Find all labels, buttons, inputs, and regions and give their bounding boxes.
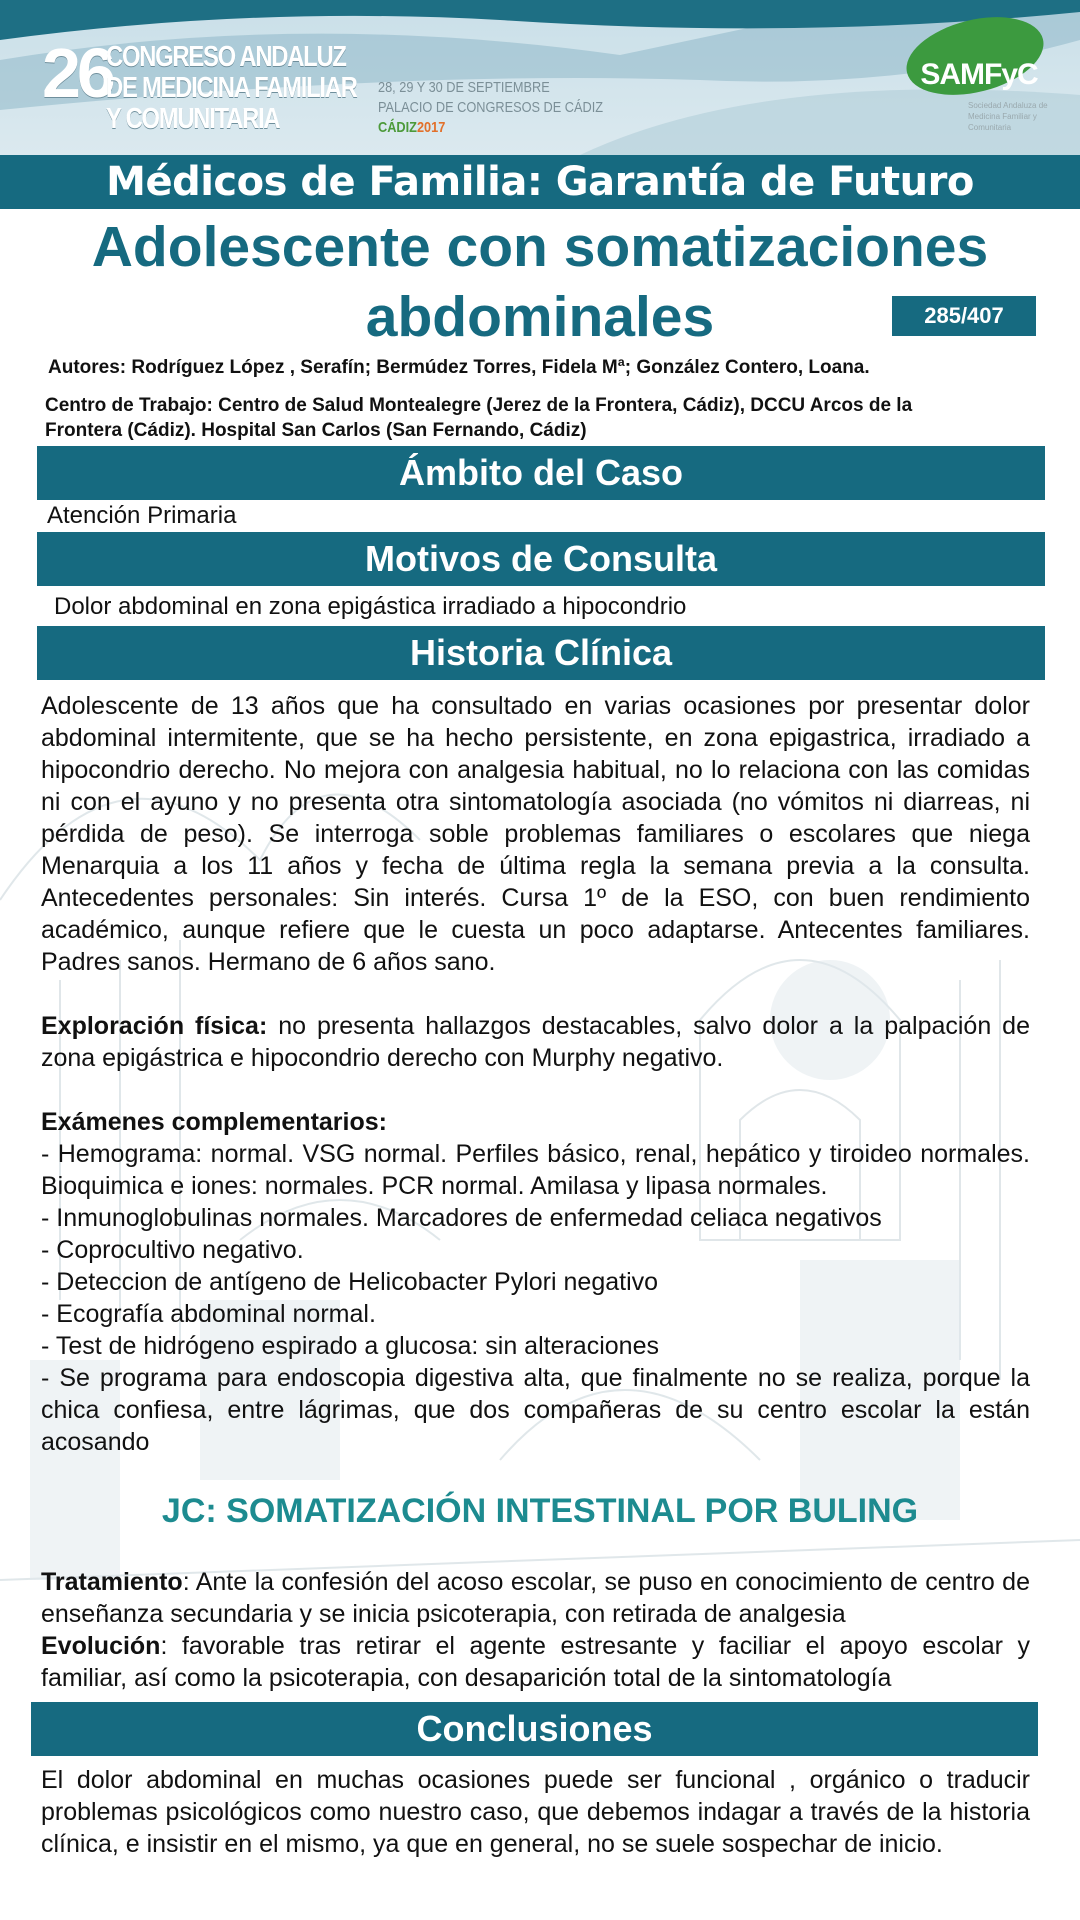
evolucion-paragraph [41, 1630, 1030, 1694]
congress-header [0, 0, 1080, 155]
poster-title-line: Adolescente con somatizaciones [91, 215, 989, 279]
congress-name [106, 42, 366, 135]
congress-name-line: CONGRESO ANDALUZ [106, 41, 346, 73]
clinical-judgement: JC: SOMATIZACIÓN INTESTINAL POR BULING [161, 1492, 919, 1530]
congress-dates: 28, 29 Y 30 DE SEPTIEMBRE [378, 79, 550, 96]
section-heading: Motivos de Consulta [364, 538, 718, 579]
exploracion-text: no presenta hallazgos destacables, salvo dolor a la palpación de zona epigástrica e hipocondrio derecho con Murphy negativo. [41, 1012, 1030, 1072]
authors: Autores: Rodríguez López , Serafín; Bermúdez Torres, Fidela Mª; González Contero, Loana. [48, 357, 870, 378]
congress-number: 26 [42, 34, 112, 112]
evolucion-label: Evolución [41, 1632, 161, 1660]
section-header-conclusiones [31, 1702, 1038, 1756]
tratamiento-label: Tratamiento [41, 1568, 183, 1596]
exploracion-paragraph [41, 1010, 1030, 1074]
section-heading: Ámbito del Caso [398, 452, 684, 493]
section-header-ambito [37, 446, 1045, 500]
congress-name-line: Y COMUNITARIA [106, 103, 280, 135]
tratamiento-text: : Ante la confesión del acoso escolar, se puso en conocimiento de centro de enseñanza secundaria y se inicia psicoterapia, con retirada de analgesia [41, 1568, 1030, 1628]
poster-id-badge: 285/407 [892, 296, 1036, 336]
congress-city-year [378, 118, 603, 138]
workplace [45, 393, 1045, 443]
evolucion-text: : favorable tras retirar el agente estresante y faciliar el apoyo escolar y familiar, así como la psicoterapia, con desaparición total de la sintomatología [41, 1632, 1030, 1692]
section-heading: Conclusiones [416, 1708, 653, 1749]
workplace-line: Centro de Trabajo: Centro de Salud Montealegre (Jerez de la Frontera, Cádiz), DCCU Arcos de la [45, 395, 913, 416]
congress-city: CÁDIZ [378, 119, 417, 136]
motivos-text: Dolor abdominal en zona epigástica irradiado a hipocondrio [54, 593, 687, 620]
congress-info [378, 78, 603, 138]
congress-name-line: DE MEDICINA FAMILIAR [106, 72, 357, 104]
slogan-text: Médicos de Familia: Garantía de Futuro [106, 159, 974, 205]
tratamiento-paragraph [41, 1566, 1030, 1630]
examen-item: - Inmunoglobulinas normales. Marcadores de enfermedad celiaca negativos [41, 1204, 882, 1232]
examen-item: - Ecografía abdominal normal. [41, 1300, 376, 1328]
poster-title-line: abdominales [365, 285, 715, 349]
conclusiones-body [41, 1764, 1030, 1860]
examen-item: - Se programa para endoscopia digestiva alta, que finalmente no se realiza, porque la chica confiesa, entre lágrimas, que dos compañeras de su centro escolar la están acosando [41, 1364, 1030, 1456]
samfyc-logo-subtitle: Sociedad Andaluza de Medicina Familiar y Comunitaria [968, 101, 1048, 132]
samfyc-logo-text: SAMFyC [920, 58, 1038, 91]
congress-year: 2017 [416, 119, 446, 136]
examen-item: - Coprocultivo negativo. [41, 1236, 304, 1264]
examen-item: - Test de hidrógeno espirado a glucosa: sin alteraciones [41, 1332, 659, 1360]
workplace-line: Frontera (Cádiz). Hospital San Carlos (San Fernando, Cádiz) [45, 420, 587, 441]
exploracion-label: Exploración física: [41, 1012, 268, 1040]
section-header-motivos [37, 532, 1045, 586]
historia-paragraph: Adolescente de 13 años que ha consultado en varias ocasiones por presentar dolor abdominal intermitente, que se ha hecho persistente, en zona epigastrica, irradiado a hipocondrio derecho. No mejora con analgesia habitual, no lo relaciona con las comidas ni con el ayuno y no presenta otra sintomatología asociada (no vómitos ni diarreas, ni pérdida de peso). Se interroga soble problemas familiares o escolares que niega Menarquia a los 11 años y fecha de última regla la semana previa a la consulta. Antecedentes personales: Sin interés. Cursa 1º de la ESO, con buen rendimiento académico, aunque refiere que le cuesta un poco adaptarse. Antecentes familiares. Padres sanos. Hermano de 6 años sano. [41, 692, 1030, 976]
examen-item: - Deteccion de antígeno de Helicobacter Pylori negativo [41, 1268, 659, 1296]
tratamiento-evolucion [41, 1566, 1030, 1694]
examenes-label [41, 1106, 1030, 1138]
conclusiones-text: El dolor abdominal en muchas ocasiones puede ser funcional , orgánico o traducir problemas psicológicos como nuestro caso, que debemos indagar a través de la historia clínica, e insistir en el mismo, ya que en general, no se suele sospechar de inicio. [41, 1766, 1030, 1858]
slogan-banner [0, 155, 1080, 209]
section-heading: Historia Clínica [409, 632, 673, 673]
examen-item: - Hemograma: normal. VSG normal. Perfiles básico, renal, hepático y tiroideo normales. Bioquimica e iones: normales. PCR normal. Amilasa y lipasa normales. [41, 1140, 1030, 1200]
ambito-text: Atención Primaria [47, 502, 237, 529]
historia-body [41, 690, 1030, 1458]
examenes-label-text: Exámenes complementarios: [41, 1108, 387, 1136]
section-header-historia [37, 626, 1045, 680]
congress-venue: PALACIO DE CONGRESOS DE CÁDIZ [378, 99, 604, 116]
